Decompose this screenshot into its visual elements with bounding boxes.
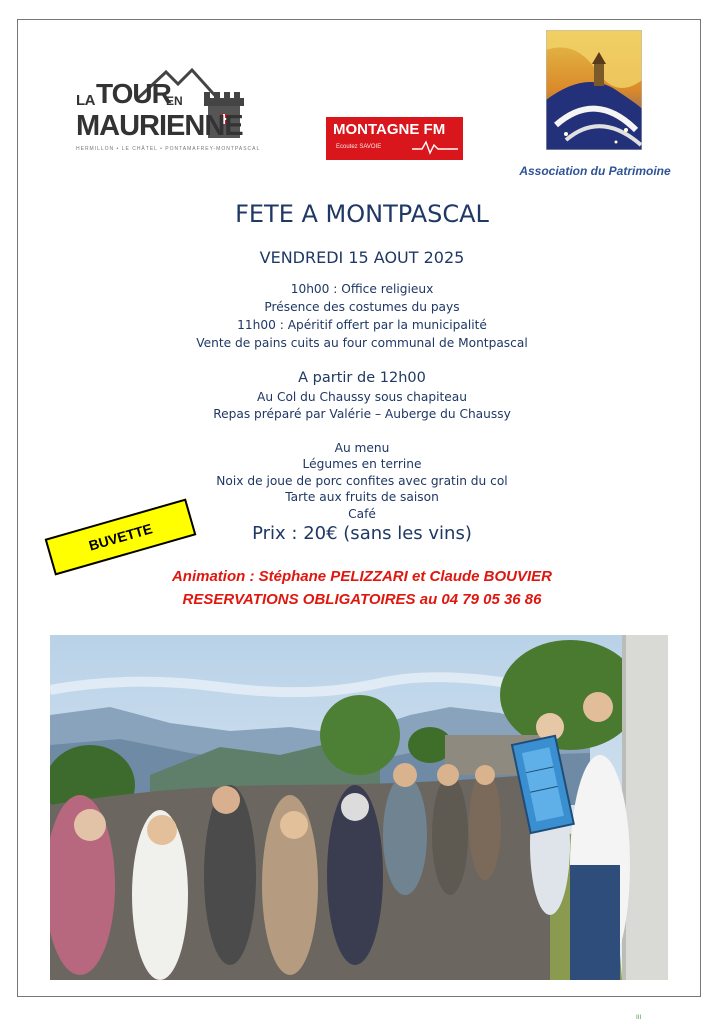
lunch-line: Au Col du Chaussy sous chapiteau xyxy=(257,390,467,404)
schedule-line: Présence des costumes du pays xyxy=(264,300,460,314)
radio-name: MONTAGNE FM xyxy=(333,121,446,138)
logo-text-maurienne: MAURIENNE xyxy=(76,110,243,142)
menu-item: Café xyxy=(348,507,376,521)
event-title: FETE A MONTPASCAL xyxy=(235,200,489,228)
la-tour-en-maurienne-logo xyxy=(56,64,266,160)
logo-tagline: HERMILLON • LE CHÂTEL • PONTAMAFREY-MONTPASCAL xyxy=(76,146,261,152)
logo-text-la: LA xyxy=(76,92,95,109)
schedule-line: Vente de pains cuits au four communal de Montpascal xyxy=(196,336,528,350)
menu-item: Légumes en terrine xyxy=(302,457,422,471)
schedule-line: 11h00 : Apéritif offert par la municipalité xyxy=(237,318,487,332)
event-date: VENDREDI 15 AOUT 2025 xyxy=(259,248,465,267)
page-footnote: III xyxy=(636,1014,642,1021)
menu-item: Tarte aux fruits de saison xyxy=(285,490,439,504)
logo-text-en: EN xyxy=(166,94,183,108)
buvette-badge: BUVETTE xyxy=(45,498,197,575)
association-label: Association du Patrimoine xyxy=(519,164,671,178)
reservation-line: RESERVATIONS OBLIGATOIRES au 04 79 05 36 86 xyxy=(182,591,542,608)
lunch-line: Repas préparé par Valérie – Auberge du Chaussy xyxy=(213,407,511,421)
heartbeat-icon xyxy=(412,139,458,155)
crowd-photo xyxy=(50,635,668,980)
schedule-line: 10h00 : Office religieux xyxy=(290,282,434,296)
logo-text-tour: TOUR xyxy=(96,78,171,109)
animation-line: Animation : Stéphane PELIZZARI et Claude BOUVIER xyxy=(171,568,553,585)
montagne-fm-logo xyxy=(326,117,463,160)
menu-heading: Au menu xyxy=(334,441,390,455)
price: Prix : 20€ (sans les vins) xyxy=(252,523,472,544)
association-painting xyxy=(546,30,642,150)
radio-tagline: Ecoutez SAVOIE xyxy=(336,144,382,150)
menu-item: Noix de joue de porc confites avec gratin du col xyxy=(216,474,508,488)
lunch-heading: A partir de 12h00 xyxy=(298,370,426,386)
